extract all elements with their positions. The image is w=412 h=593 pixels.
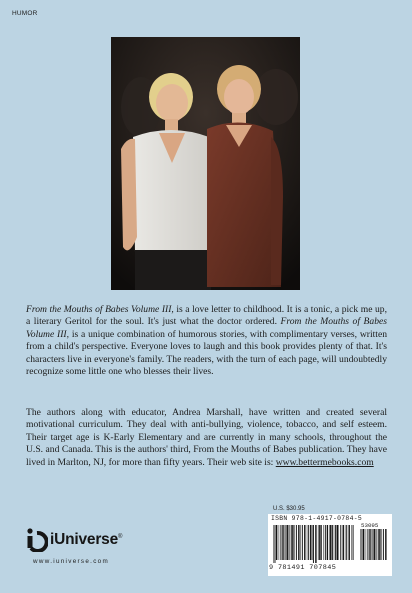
publisher-name	[50, 531, 122, 549]
addon-number: 53095	[361, 522, 379, 529]
authors-text: The authors along with educator, Andrea Marshall, have written and created several motivational curriculum. They deal with anti-bullying, violence, tobacco, and self esteem. Their target age is K-Early Elementary and are currently in many schools, throughout the U.S. and Canada. This is the authors' third, From the Mouths of Babes publication. They have lived in Marlton, NJ, for more than fifty years. Their web site is:	[26, 407, 387, 468]
publisher-url: www.iuniverse.com	[33, 558, 109, 565]
author-photo	[111, 37, 300, 290]
isbn-barcode	[268, 514, 392, 576]
genre-label: HUMOR	[12, 10, 38, 17]
registered-mark: ®	[118, 533, 123, 540]
description-text: is a love letter to childhood. It is a tonic, a pick me up, a literary Geritol for the soul. It's just what the doctor ordered.	[26, 304, 387, 328]
iuniverse-logo-icon	[26, 528, 48, 552]
price-label: U.S. $30.95	[273, 506, 305, 512]
publisher-logo	[26, 528, 166, 568]
authors-paragraph	[26, 407, 387, 469]
description-paragraph	[26, 304, 387, 378]
description-text: is a unique combination of humorous stories, with complimentary verses, written from a child's perspective. Everyone loves to laugh and this book provides plenty of that. It's characters live in everyone's family. The readers, with the turn of each page, will undoubtedly recognize some little one who blesses their lives.	[26, 328, 388, 378]
book-title-italic: From the Mouths of Babes Volume III,	[26, 316, 387, 340]
website-link[interactable]: www.bettermebooks.com	[275, 456, 374, 468]
publisher-name-text: iUniverse	[50, 531, 118, 548]
isbn-number: ISBN 978-1-4917-0784-5	[271, 515, 362, 522]
barcode-bars	[273, 525, 355, 563]
addon-barcode-bars	[360, 529, 388, 563]
ean-number: 9 781491 707845	[269, 564, 337, 572]
author-photo-image	[111, 37, 300, 290]
book-title-italic: From the Mouths of Babes Volume III,	[26, 304, 174, 315]
